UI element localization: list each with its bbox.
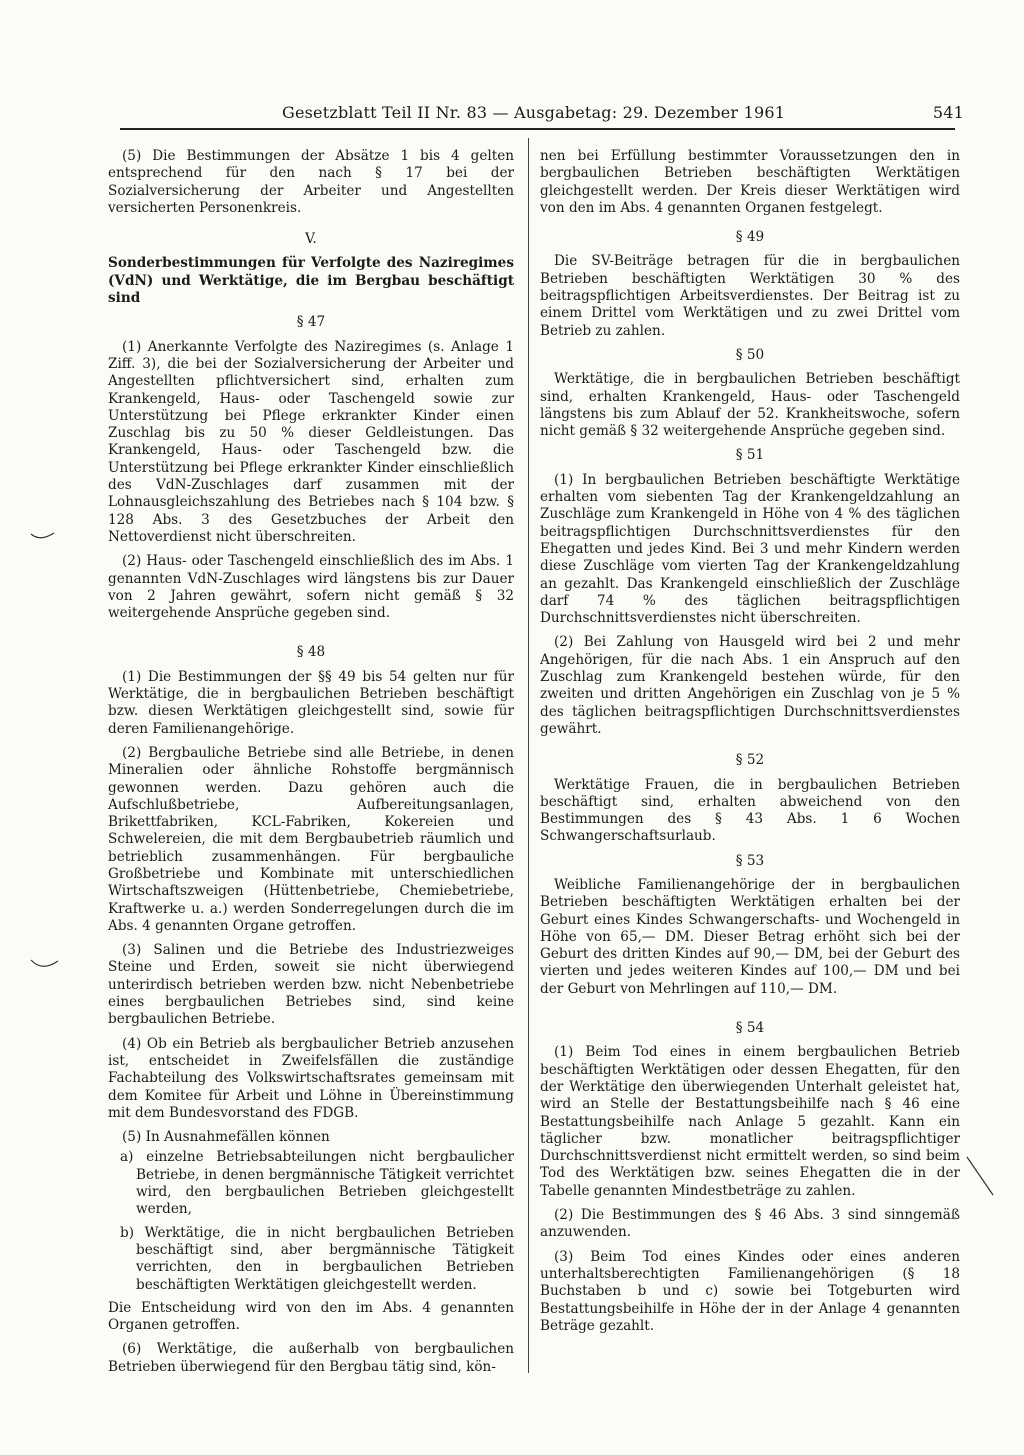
column-divider — [528, 138, 529, 1373]
paragraph-52: Werktätige Frauen, die in bergbaulichen Betrieben beschäftigt sind, erhalten abweichend von den Bestimmungen des § 43 Abs. 1 6 Wochen Schwangerschaftsurlaub. — [540, 776, 960, 845]
paragraph-47-2: (2) Haus- oder Taschengeld einschließlich des im Abs. 1 genannten VdN-Zuschlages wird längstens bis zur Dauer von 2 Jahren gewährt, sofern nicht gemäß § 32 weitergehende Ansprüche gegeben sind. — [108, 553, 514, 622]
section-roman-numeral: V. — [305, 231, 317, 248]
paragraph-54-1: (1) Beim Tod eines in einem bergbaulichen Betrieb beschäftigten Werktätigen oder dessen Ehegatten, für den der Werktätige den überwiegenden Unterhalt geleistet hat, wird an Stelle der Bestattungsbeihilfe nach § 46 eine Bestattungsbeihilfe nach Anlage 5 gezahlt. Kann ein täglicher bzw. monatlicher beitragspflichtiger Durchschnittsverdienst nicht ermittelt werden, so sind beim Tod des Werktätigen bzw. seines Ehegatten die in der Tabelle genannten Mindestbeträge zu zahlen. — [540, 1044, 960, 1199]
left-column — [108, 148, 514, 1383]
paragraph-48-1: (1) Die Bestimmungen der §§ 49 bis 54 gelten nur für Werktätige, die in bergbaulichen Betrieben beschäftigt bzw. diesen Werktätigen gleichgestellt sind, sowie für deren Familienangehörige. — [108, 668, 514, 737]
page-number: 541 — [932, 103, 964, 122]
header-rule — [120, 128, 955, 130]
paragraph-48-2: (2) Bergbauliche Betriebe sind alle Betriebe, in denen Mineralien oder ähnliche Rohstoffe bergmännisch gewonnen werden. Dazu gehören auch die Aufschlußbetriebe, Aufbereitungsanlagen, Brikettfabriken, KCL-Fabriken, Kokereien und Schwelereien, die mit dem Bergbaubetrieb räumlich und betrieblich zusammenhängen. Für bergbauliche Großbetriebe und Kombinate mit unterschiedlichen Wirtschaftszweigen (Hüttenbetriebe, Chemiebetriebe, Kraftwerke u. a.) werden Sonderregelungen durch die im Abs. 4 genannten Organe getroffen. — [108, 744, 514, 934]
right-column — [540, 148, 960, 1342]
section-heading-52: § 52 — [735, 752, 765, 769]
list-item-b: b) Werktätige, die in nicht bergbaulichen Betrieben beschäftigt sind, aber bergmännische Tätigkeit verrichten, den in bergbaulichen Betrieben beschäftigten Werktätigen gleichgestellt werden. — [120, 1224, 514, 1293]
paragraph-51-1: (1) In bergbaulichen Betrieben beschäftigte Werktätige erhalten vom siebenten Tag der Krankengeldzahlung an Zuschläge zum Krankengeld in Höhe von 4 % des täglichen beitragspflichtigen Durchschnittsverdienstes für den Ehegatten und jedes Kind. Bei 3 und mehr Kindern werden diese Zuschläge vom vierten Tag der Krankengeldzahlung an gezahlt. Das Krankengeld einschließlich der Zuschläge darf 74 % des täglichen beitragspflichtigen Durchschnittsverdienstes nicht überschreiten. — [540, 471, 960, 627]
paragraph-53: Weibliche Familienangehörige der in bergbaulichen Betrieben beschäftigten Werktätigen erhalten bei der Geburt eines Kindes Schwangerschafts- und Wochengeld in Höhe von 65,— DM. Dieser Betrag erhöht sich bei der Geburt des dritten Kindes auf 90,— DM, bei der Geburt des vierten und jedes weiteren Kindes auf 100,— DM und bei der Geburt von Mehrlingen auf 110,— DM. — [540, 876, 960, 997]
section-heading-50: § 50 — [735, 346, 765, 363]
page-header — [112, 103, 964, 125]
paragraph-continuation: nen bei Erfüllung bestimmter Voraussetzungen den in bergbaulichen Betrieben beschäftigten Werktätigen gleichgestellt werden. Der Kreis dieser Werktätigen wird von den im Abs. 4 genannten Organen festgelegt. — [540, 148, 960, 216]
header-title: Gesetzblatt Teil II Nr. 83 — Ausgabetag: 29. Dezember 1961 — [282, 103, 786, 122]
paragraph-54-2: (2) Die Bestimmungen des § 46 Abs. 3 sind sinngemäß anzuwenden. — [540, 1207, 960, 1241]
section-heading-54: § 54 — [735, 1020, 765, 1037]
margin-check-mark-1 — [30, 530, 56, 544]
paragraph-48-5: (5) In Ausnahmefällen können — [122, 1129, 330, 1146]
paragraph-47-1: (1) Anerkannte Verfolgte des Naziregimes (s. Anlage 1 Ziff. 3), die bei der Sozialversicherung der Arbeiter und Angestellten pflichtversichert sind, erhalten zum Krankengeld, Haus- oder Taschengeld sowie zur Unterstützung bei Pflege erkrankter Kinder einen Zuschlag bis zu 50 % dieser Geldleistungen. Das Krankengeld, Haus- oder Taschengeld bzw. die Unterstützung bei Pflege erkrankter Kinder einschließlich des VdN-Zuschlages darf zusammen mit der Lohnausgleichszahlung des Betriebes nach § 104 bzw. § 128 Abs. 3 des Gesetzbuches der Arbeit den Nettoverdienst nicht überschreiten. — [108, 338, 514, 545]
paragraph-48-4: (4) Ob ein Betrieb als bergbaulicher Betrieb anzusehen ist, entscheidet in Zweifelsfällen die zuständige Fachabteilung des Volkswirtschaftsrates gemeinsam mit dem Komitee für Arbeit und Löhne in Übereinstimmung mit dem Bundesvorstand des FDGB. — [108, 1035, 514, 1121]
paragraph-48-5-end: Die Entscheidung wird von den im Abs. 4 genannten Organen getroffen. — [108, 1299, 514, 1334]
paragraph-48-6: (6) Werktätige, die außerhalb von bergbaulichen Betrieben überwiegend für den Bergbau tätig sind, kön- — [108, 1341, 514, 1375]
section-heading-51: § 51 — [735, 447, 765, 464]
paragraph-54-3: (3) Beim Tod eines Kindes oder eines anderen unterhaltsberechtigten Familienangehörigen (§ 18 Buchstaben b und c) sowie bei Totgeburten wird Bestattungsbeihilfe in Höhe der in der Anlage 4 genannten Beträge gezahlt. — [540, 1248, 960, 1334]
paragraph-49: Die SV-Beiträge betragen für die in bergbaulichen Betrieben beschäftigten Werktätigen 30 % des beitragspflichtigen Arbeitsverdienstes. Der Beitrag ist zu einem Drittel vom Werktätigen und zu zwei Drittel vom Betrieb zu zahlen. — [540, 253, 960, 339]
section-heading-47: § 47 — [296, 314, 326, 331]
margin-slash-mark — [965, 1155, 995, 1197]
paragraph-intro: (5) Die Bestimmungen der Absätze 1 bis 4 gelten entsprechend für den nach § 17 bei der Sozialversicherung der Arbeiter und Angestellten versicherten Personenkreis. — [108, 148, 514, 216]
section-heading-53: § 53 — [735, 852, 765, 869]
paragraph-48-3: (3) Salinen und die Betriebe des Industriezweiges Steine und Erden, soweit sie nicht überwiegend unterirdisch betrieben werden bzw. nicht Nebenbetriebe eines bergbaulichen Betriebes sind, sind keine bergbaulichen Betriebe. — [108, 942, 514, 1028]
margin-check-mark-2 — [30, 957, 60, 973]
section-title: Sonderbestimmungen für Verfolgte des Naziregimes (VdN) und Werktätige, die im Bergbau beschäftigt sind — [108, 255, 514, 307]
list-item-a: a) einzelne Betriebsabteilungen nicht bergbaulicher Betriebe, in denen bergmännische Tätigkeit verrichtet wird, den bergbaulichen Betrieben gleichgestellt werden, — [120, 1149, 514, 1218]
section-heading-48: § 48 — [296, 644, 326, 661]
section-heading-49: § 49 — [735, 229, 765, 246]
paragraph-50: Werktätige, die in bergbaulichen Betrieben beschäftigt sind, erhalten Krankengeld, Haus- oder Taschengeld längstens bis zum Ablauf der 52. Krankheitswoche, sofern nicht gemäß § 32 weitergehende Ansprüche gegeben sind. — [540, 371, 960, 440]
paragraph-51-2: (2) Bei Zahlung von Hausgeld wird bei 2 und mehr Angehörigen, für die nach Abs. 1 ein Anspruch auf den Zuschlag zum Krankengeld bestehen würde, für den zweiten und dritten Angehörigen ein Zuschlag von je 5 % des täglichen beitragspflichtigen Durchschnittsverdienstes gewährt. — [540, 634, 960, 737]
